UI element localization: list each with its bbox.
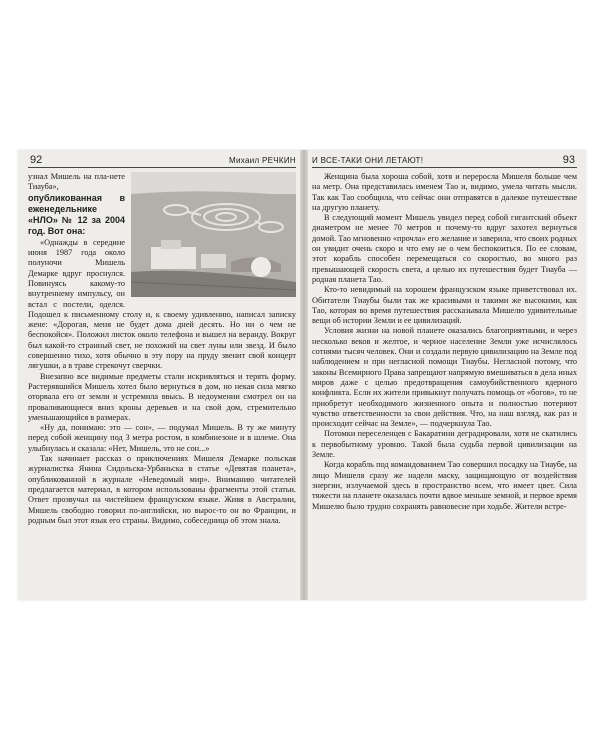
paragraph: Так начинает рассказ о приключениях Мишеля Демарке польская журналистка Янина Сидольска-Урбаньска в статье «Девятая планета», опубликованной в журнале «Неведомый мир». Вниманию читателей предлагается материал, в котором использованы фрагменты этой статьи. Ответ прозвучал на чистейшем французском языке. Живя в Австралии, Мишель свободно говорил по-английски, но вырос-то он во Франции, и родным был этот язык его страны. Видимо, собеседница об этом знала. <box>28 454 296 525</box>
paragraph: «Однажды в середине июня 1987 года около полуночи Мишель Демарке вдруг проснулся. Повинуясь какому-то внутреннему импульсу, он встал с постели, оделся. Подошел к письменному столу и, к своему удивлению, написал записку жене: «Дорогая, меня не будет дома дней десять. Но ни о чем не беспокойся». Положил листок около телефона и вышел на веранду. Вокруг был какой-то странный свет, не похожий на свет луны или звезд. И было совершенно тихо, хотя обычно в эту пору на пруду звенит свой концерт лягушки, а в траве стрекочут сверчки. <box>28 237 296 371</box>
source-citation: опубликованная в еженедельнике «НЛО» № 12 за 2004 год. Вот она: <box>28 192 125 237</box>
crop-circle-photo <box>131 172 296 297</box>
paragraph: Когда корабль под командованием Тао совершил посадку на Тиаубе, на лицо Мишеля сразу же надели маску, защищающую от воздействия энергии, излучаемой здесь в пространство всем, что имеет цвет. Сила тяжести на планете оказалась почти вдвое меньше земной, и первое время Мишелю было трудно сохранять равновесие при ходьбе. Жители встре- <box>312 460 577 511</box>
paragraph: Условия жизни на новой планете оказались благоприятными, и через несколько веков и желтое, и черное население Земли уже исчислялось сотнями тысяч человек. Они и создали первую цивилизацию на Земле под наблюдением и при негласной помощи Тиаубы. Негласной потому, что законы Всемирного Права запрещают напрямую вмешиваться в дела иных миров даже с целью предотвращения самоубийственного ядерного конфликта. Если их жители привыкнут получать помощь от «богов», то не приобретут необходимого жизненного опыта и полностью потеряют чувство ответственности за свои действия. Что, на наш взгляд, как раз и происходит сейчас на Земле», — подчеркнула Тао. <box>312 326 577 429</box>
book-gutter <box>300 150 308 600</box>
left-running-head: Михаил РЕЧКИН <box>229 156 296 165</box>
right-page-text <box>312 172 577 512</box>
right-running-head: И ВСЕ-ТАКИ ОНИ ЛЕТАЮТ! <box>312 156 424 165</box>
paragraph: «Ну да, понимаю: это — сон», — подумал Мишель. В ту же минуту перед собой женщину под 3 метра ростом, в комбинезоне и в шлеме. Она улыбнулась и сказала: «Нет, Мишель, это не сон...» <box>28 423 296 453</box>
right-page-header <box>312 153 577 168</box>
paragraph: Женщина была хороша собой, хотя и переросла Мишеля больше чем на метр. Она представилась именем Тао и, видимо, умела читать мысли. Так как Тао сообщила, что сейчас они отправятся в далекое путешествие на другую планету. <box>312 172 577 212</box>
intro-text: узнал Мишель на пла-нете Тиауба», <box>28 172 125 192</box>
left-page-header <box>28 153 296 168</box>
paragraph: В следующий момент Мишель увидел перед собой гигантский объект диаметром не менее 70 метров и почему-то вдруг захотел вернуться домой. Тао мгновенно «прочла» его желание и заверила, что своих родных он увидит очень скоро и что ему не о чем беспокоиться. По ее словам, этот корабль способен перемещаться со скоростью, во много раз превышающей скорость света, а целью их путешествия будет Тиауба — родная планета Тао. <box>312 213 577 284</box>
paragraph: Внезапно все видимые предметы стали искривляться и терять форму. Растерявшийся Мишель хотел было вернуться в дом, но некая сила мягко оторвала его от земли и устремила ввысь. В недоумении смотрел он на проваливающиеся вниз кроны деревьев и на свой дом, стремительно уменьшающийся в размерах. <box>28 371 296 422</box>
paragraph: Потомки переселенцев с Бакаратини деградировали, хотя не скатились к первобытному уровню. Такой была судьба первой цивилизации на Земле. <box>312 429 577 460</box>
crop-circle-photo-art <box>131 172 296 297</box>
paragraph: Кто-то невидимый на хорошем французском языке приветствовал их. Обитатели Тиаубы были так же красивыми и такими же высокими, как Тао, которая во время путешествия рассказывала Мишелю удивительные вещи об истории Земли и ее цивилизаций. <box>312 285 577 326</box>
right-page-number: 93 <box>562 154 575 166</box>
left-page-text <box>28 172 296 526</box>
left-page-number: 92 <box>30 154 43 166</box>
